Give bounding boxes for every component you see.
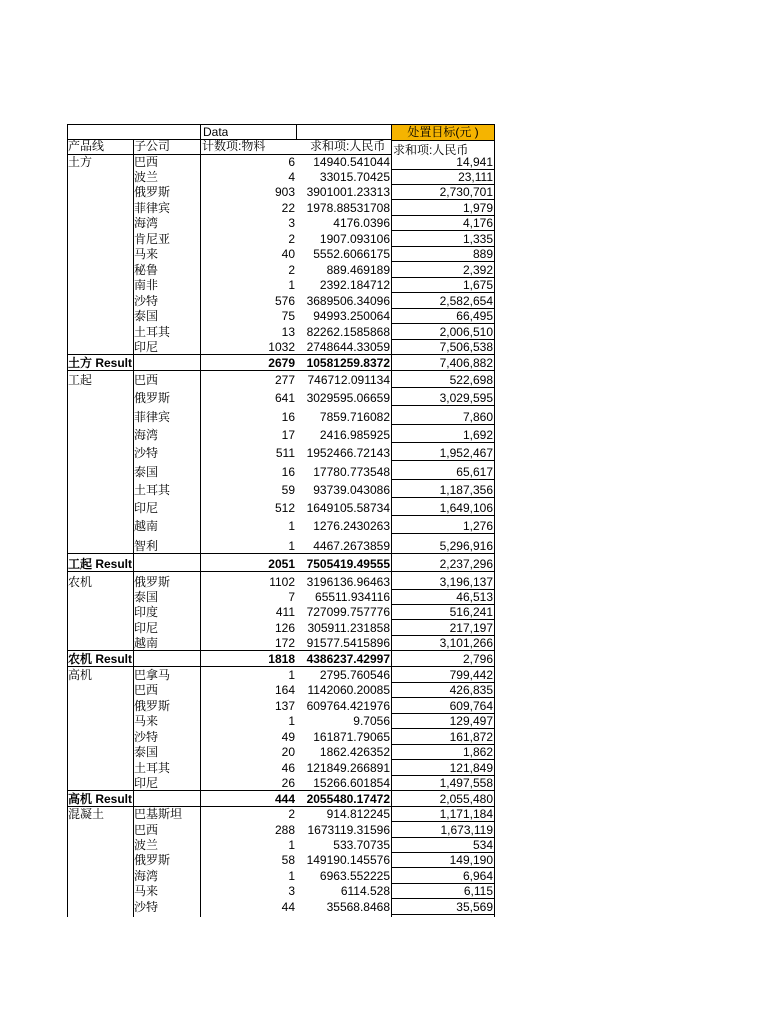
sum-cell: 609764.421976 xyxy=(306,699,390,713)
sum-cell: 9.7056 xyxy=(353,714,390,728)
target-cell: 2,796 xyxy=(462,652,493,666)
sum-cell: 1673119.31596 xyxy=(307,823,390,837)
company-cell: 印度 xyxy=(134,605,159,619)
target-title: 处置目标(元 ) xyxy=(407,125,479,139)
count-cell: 288 xyxy=(274,823,295,837)
company-cell: 印尼 xyxy=(134,621,159,635)
company-cell: 巴拿马 xyxy=(134,668,171,682)
count-cell: 20 xyxy=(281,745,295,759)
count-cell: 40 xyxy=(281,247,295,261)
company-cell: 土耳其 xyxy=(134,761,171,775)
company-cell: 马来 xyxy=(134,884,159,898)
company-cell: 智利 xyxy=(134,539,159,553)
sum-cell: 17780.773548 xyxy=(313,465,390,479)
target-cell: 6,964 xyxy=(462,869,493,883)
target-row-rule xyxy=(391,553,495,554)
sum-cell: 305911.231858 xyxy=(307,621,390,635)
company-cell: 沙特 xyxy=(134,730,159,744)
product-cell xyxy=(68,699,132,714)
company-cell: 印尼 xyxy=(134,776,159,790)
target-row-rule xyxy=(391,323,495,324)
target-row-rule xyxy=(391,230,495,231)
company-cell: 波兰 xyxy=(134,838,159,852)
target-cell: 889 xyxy=(472,247,493,261)
count-cell: 1 xyxy=(288,869,295,883)
target-row-rule xyxy=(391,370,495,371)
product-cell: 工起 xyxy=(68,373,93,387)
target-row-rule xyxy=(391,898,495,899)
target-cell: 1,497,558 xyxy=(439,776,493,790)
company-cell: 印尼 xyxy=(134,340,159,354)
count-cell: 903 xyxy=(274,185,295,199)
count-cell: 3 xyxy=(288,216,295,230)
target-row-rule xyxy=(391,497,495,498)
company-cell: 菲律宾 xyxy=(134,410,171,424)
product-cell: 农机 xyxy=(68,575,93,589)
target-cell: 1,673,119 xyxy=(440,823,493,837)
product-cell xyxy=(68,391,132,406)
sum-cell: 82262.1585868 xyxy=(306,325,390,339)
target-cell: 1,692 xyxy=(462,428,493,442)
count-cell: 26 xyxy=(281,776,295,790)
count-cell: 137 xyxy=(274,699,295,713)
sum-cell: 10581259.8372 xyxy=(306,356,390,370)
company-cell: 菲律宾 xyxy=(134,201,171,215)
count-cell: 1 xyxy=(288,714,295,728)
target-row-rule xyxy=(391,405,495,406)
count-cell: 576 xyxy=(274,294,295,308)
result-top-rule xyxy=(67,790,391,791)
target-row-rule xyxy=(391,666,495,667)
company-cell: 波兰 xyxy=(134,170,159,184)
count-cell: 511 xyxy=(275,446,295,460)
target-cell: 5,296,916 xyxy=(439,539,493,553)
target-row-rule xyxy=(391,424,495,425)
count-cell: 44 xyxy=(281,900,295,914)
target-cell: 3,029,595 xyxy=(439,391,493,405)
count-cell: 512 xyxy=(274,501,295,515)
count-cell: 22 xyxy=(281,201,295,215)
target-cell: 2,392 xyxy=(462,263,493,277)
target-cell: 121,849 xyxy=(449,761,493,775)
col-header-count: 计数项:物料 xyxy=(202,139,266,153)
count-cell: 641 xyxy=(274,391,295,405)
product-cell xyxy=(68,483,132,498)
count-cell: 3 xyxy=(288,884,295,898)
sum-cell: 2748644.33059 xyxy=(306,340,390,354)
count-cell: 46 xyxy=(281,761,295,775)
count-cell: 411 xyxy=(275,605,295,619)
col-header-product: 产品线 xyxy=(68,139,105,153)
target-cell: 2,055,480 xyxy=(439,792,493,806)
target-cell: 522,698 xyxy=(449,373,493,387)
count-cell: 2 xyxy=(288,232,295,246)
count-cell: 1 xyxy=(288,278,295,292)
sum-cell: 889.469189 xyxy=(326,263,390,277)
header-data-label: Data xyxy=(203,125,229,139)
target-cell: 2,006,510 xyxy=(439,325,493,339)
target-row-rule xyxy=(391,821,495,822)
product-cell xyxy=(68,340,132,355)
target-cell: 1,187,356 xyxy=(439,483,493,497)
product-cell xyxy=(68,900,132,915)
product-cell xyxy=(68,823,132,838)
company-cell: 俄罗斯 xyxy=(134,391,171,405)
target-row-rule xyxy=(391,619,495,620)
sum-cell: 1952466.72143 xyxy=(306,446,390,460)
product-cell: 高机 xyxy=(68,668,93,682)
target-cell: 3,196,137 xyxy=(439,575,493,589)
company-cell: 俄罗斯 xyxy=(134,575,171,589)
target-cell: 4,176 xyxy=(462,216,493,230)
result-label: 土方 Result xyxy=(68,356,133,370)
product-cell xyxy=(68,636,132,651)
header-data-cell xyxy=(200,124,297,140)
product-cell xyxy=(68,884,132,899)
sum-cell: 533.70735 xyxy=(333,838,390,852)
company-cell: 泰国 xyxy=(134,590,159,604)
target-row-rule xyxy=(391,515,495,516)
sum-cell: 14940.541044 xyxy=(313,155,390,169)
grid-line xyxy=(494,124,495,917)
count-cell: 2051 xyxy=(268,557,295,571)
sum-cell: 1142060.20085 xyxy=(307,683,390,697)
target-cell: 1,862 xyxy=(462,745,493,759)
company-cell: 秘鲁 xyxy=(134,263,159,277)
count-cell: 49 xyxy=(281,730,295,744)
target-cell: 46,513 xyxy=(456,590,493,604)
sum-cell: 2795.760546 xyxy=(319,668,390,682)
sum-cell: 3029595.06659 xyxy=(306,391,390,405)
product-cell xyxy=(68,410,132,425)
product-cell xyxy=(68,428,132,443)
count-cell: 2 xyxy=(288,807,295,821)
target-cell: 7,860 xyxy=(462,410,493,424)
target-row-rule xyxy=(391,571,495,572)
company-cell: 沙特 xyxy=(134,900,159,914)
company-cell: 土耳其 xyxy=(134,483,171,497)
product-cell: 混凝土 xyxy=(68,807,105,821)
company-cell: 南非 xyxy=(134,278,159,292)
count-cell: 58 xyxy=(281,853,295,867)
target-row-rule xyxy=(391,728,495,729)
company-cell: 海湾 xyxy=(134,869,159,883)
target-cell: 35,569 xyxy=(456,900,493,914)
sum-cell: 3196136.96463 xyxy=(306,575,390,589)
sum-cell: 2392.184712 xyxy=(319,278,390,292)
count-cell: 1 xyxy=(288,539,295,553)
product-cell xyxy=(68,185,132,200)
product-cell xyxy=(68,247,132,262)
target-cell: 14,941 xyxy=(456,155,493,169)
company-cell: 泰国 xyxy=(134,465,159,479)
product-cell xyxy=(68,590,132,605)
count-cell: 1 xyxy=(288,838,295,852)
count-cell: 16 xyxy=(281,410,295,424)
sum-cell: 15266.601854 xyxy=(313,776,390,790)
target-cell: 1,675 xyxy=(462,278,493,292)
company-cell: 巴西 xyxy=(134,683,159,697)
count-cell: 1 xyxy=(288,519,295,533)
product-cell xyxy=(68,278,132,293)
sum-cell: 94993.250064 xyxy=(313,309,390,323)
company-cell: 海湾 xyxy=(134,216,159,230)
sum-cell: 93739.043086 xyxy=(313,483,390,497)
product-cell: 土方 xyxy=(68,155,93,169)
sum-cell: 35568.8468 xyxy=(326,900,390,914)
product-cell xyxy=(68,683,132,698)
count-cell: 1032 xyxy=(268,340,295,354)
target-cell: 129,497 xyxy=(449,714,493,728)
sum-cell: 2055480.17472 xyxy=(306,792,390,806)
company-cell: 巴西 xyxy=(134,373,159,387)
company-cell: 印尼 xyxy=(134,501,159,515)
sum-cell: 161871.79065 xyxy=(313,730,390,744)
target-cell: 6,115 xyxy=(463,884,493,898)
sum-cell: 3689506.34096 xyxy=(306,294,390,308)
sum-cell: 2416.985925 xyxy=(319,428,390,442)
sum-cell: 1862.426352 xyxy=(319,745,390,759)
product-cell xyxy=(68,309,132,324)
target-row-rule xyxy=(391,650,495,651)
product-cell xyxy=(68,869,132,884)
target-title-cell xyxy=(391,124,495,141)
product-cell xyxy=(68,325,132,340)
product-cell xyxy=(68,232,132,247)
company-cell: 巴基斯坦 xyxy=(134,807,183,821)
product-cell xyxy=(68,761,132,776)
sum-cell: 1649105.58734 xyxy=(306,501,390,515)
company-cell: 泰国 xyxy=(134,309,159,323)
count-cell: 277 xyxy=(274,373,295,387)
target-cell: 7,406,882 xyxy=(439,356,493,370)
sum-cell: 914.812245 xyxy=(326,807,390,821)
count-cell: 1 xyxy=(288,668,295,682)
company-cell: 土耳其 xyxy=(134,325,171,339)
company-cell: 泰国 xyxy=(134,745,159,759)
target-cell: 3,101,266 xyxy=(439,636,493,650)
target-row-rule xyxy=(391,261,495,262)
sum-cell: 5552.6066175 xyxy=(313,247,390,261)
target-cell: 609,764 xyxy=(449,699,493,713)
company-cell: 马来 xyxy=(134,714,159,728)
company-cell: 俄罗斯 xyxy=(134,699,171,713)
company-cell: 巴西 xyxy=(134,155,159,169)
target-row-rule xyxy=(391,199,495,200)
target-cell: 217,197 xyxy=(449,621,493,635)
target-row-rule xyxy=(391,479,495,480)
target-cell: 2,582,654 xyxy=(439,294,493,308)
target-row-rule xyxy=(391,790,495,791)
product-cell xyxy=(68,838,132,853)
target-cell: 534 xyxy=(472,838,493,852)
company-cell: 马来 xyxy=(134,247,159,261)
count-cell: 1102 xyxy=(269,575,295,589)
count-cell: 6 xyxy=(288,155,295,169)
product-cell xyxy=(68,745,132,760)
result-top-rule xyxy=(67,650,391,651)
target-cell: 1,335 xyxy=(462,232,493,246)
col-header-sum-right: 求和项:人民币 xyxy=(393,143,469,157)
product-cell xyxy=(68,714,132,729)
count-cell: 7 xyxy=(288,590,295,604)
col-header-company: 子公司 xyxy=(134,139,171,153)
count-cell: 17 xyxy=(281,428,295,442)
sum-cell: 33015.70425 xyxy=(319,170,390,184)
target-row-rule xyxy=(391,697,495,698)
company-cell: 海湾 xyxy=(134,428,159,442)
target-cell: 7,506,538 xyxy=(439,340,493,354)
target-cell: 1,171,184 xyxy=(439,807,493,821)
product-cell xyxy=(68,446,132,461)
count-cell: 2679 xyxy=(268,356,295,370)
product-cell xyxy=(68,501,132,516)
result-label: 高机 Result xyxy=(68,792,133,806)
target-cell: 2,730,701 xyxy=(439,185,493,199)
sum-cell: 1276.2430263 xyxy=(313,519,390,533)
result-top-rule xyxy=(67,354,391,355)
sum-cell: 7505419.49555 xyxy=(306,557,390,571)
sum-cell: 6963.552225 xyxy=(319,869,390,883)
target-row-rule xyxy=(391,387,495,388)
sum-cell: 4467.2673859 xyxy=(313,539,390,553)
header-empty-cell xyxy=(296,124,392,140)
count-cell: 172 xyxy=(274,636,295,650)
target-row-rule xyxy=(391,354,495,355)
count-cell: 126 xyxy=(274,621,295,635)
product-cell xyxy=(68,605,132,620)
target-cell: 2,237,296 xyxy=(439,557,493,571)
company-cell: 巴西 xyxy=(134,823,159,837)
target-row-rule xyxy=(391,914,495,915)
count-cell: 16 xyxy=(281,465,295,479)
target-cell: 1,276 xyxy=(462,519,493,533)
target-row-rule xyxy=(391,759,495,760)
count-cell: 1818 xyxy=(268,652,295,666)
product-cell xyxy=(68,539,132,554)
target-row-rule xyxy=(391,292,495,293)
sum-cell: 91577.5415896 xyxy=(306,636,390,650)
product-cell xyxy=(68,465,132,480)
count-cell: 59 xyxy=(281,483,295,497)
result-top-rule xyxy=(67,553,391,554)
product-cell xyxy=(68,730,132,745)
sum-cell: 6114.528 xyxy=(340,884,390,898)
sum-cell: 4386237.42997 xyxy=(306,652,390,666)
target-cell: 66,495 xyxy=(456,309,493,323)
sum-cell: 7859.716082 xyxy=(319,410,390,424)
result-bottom-rule xyxy=(67,370,391,371)
target-cell: 799,442 xyxy=(449,668,493,682)
count-cell: 4 xyxy=(288,170,295,184)
target-cell: 1,649,106 xyxy=(439,501,493,515)
sum-cell: 3901001.23313 xyxy=(306,185,390,199)
count-cell: 2 xyxy=(288,263,295,277)
target-cell: 149,190 xyxy=(449,853,493,867)
product-cell xyxy=(68,853,132,868)
product-cell xyxy=(68,201,132,216)
count-cell: 164 xyxy=(274,683,295,697)
target-row-rule xyxy=(391,442,495,443)
target-row-rule xyxy=(391,867,495,868)
company-cell: 沙特 xyxy=(134,446,159,460)
product-cell xyxy=(68,170,132,185)
target-cell: 426,835 xyxy=(449,683,493,697)
sum-cell: 149190.145576 xyxy=(306,853,390,867)
result-bottom-rule xyxy=(67,571,391,572)
count-cell: 75 xyxy=(281,309,295,323)
target-cell: 23,111 xyxy=(458,170,493,184)
target-row-rule xyxy=(391,460,495,461)
count-cell: 13 xyxy=(281,325,295,339)
product-cell xyxy=(68,216,132,231)
target-cell: 65,617 xyxy=(456,465,493,479)
target-cell: 161,872 xyxy=(449,730,493,744)
count-cell: 444 xyxy=(274,792,295,806)
result-label: 农机 Result xyxy=(68,652,133,666)
company-cell: 俄罗斯 xyxy=(134,185,171,199)
grid-line xyxy=(391,124,392,917)
target-cell: 516,241 xyxy=(449,605,493,619)
sum-cell: 1907.093106 xyxy=(319,232,390,246)
target-cell: 1,979 xyxy=(462,201,493,215)
company-cell: 俄罗斯 xyxy=(134,853,171,867)
sum-cell: 65511.934116 xyxy=(315,590,390,604)
product-cell xyxy=(68,519,132,534)
result-bottom-rule xyxy=(67,666,391,667)
sum-cell: 4176.0396 xyxy=(333,216,390,230)
sum-cell: 121849.266891 xyxy=(306,761,390,775)
col-header-sum: 求和项:人民币 xyxy=(310,139,386,153)
sum-cell: 1978.88531708 xyxy=(306,201,390,215)
company-cell: 越南 xyxy=(134,636,159,650)
company-cell: 越南 xyxy=(134,519,159,533)
header-blank-cell xyxy=(67,124,201,140)
product-cell xyxy=(68,621,132,636)
company-cell: 肯尼亚 xyxy=(134,232,171,246)
product-cell xyxy=(68,263,132,278)
product-cell xyxy=(68,294,132,309)
target-cell: 1,952,467 xyxy=(439,446,493,460)
sum-cell: 727099.757776 xyxy=(306,605,390,619)
sum-cell: 746712.091134 xyxy=(307,373,390,387)
target-row-rule xyxy=(391,533,495,534)
company-cell: 沙特 xyxy=(134,294,159,308)
product-cell xyxy=(68,776,132,791)
result-label: 工起 Result xyxy=(68,557,133,571)
